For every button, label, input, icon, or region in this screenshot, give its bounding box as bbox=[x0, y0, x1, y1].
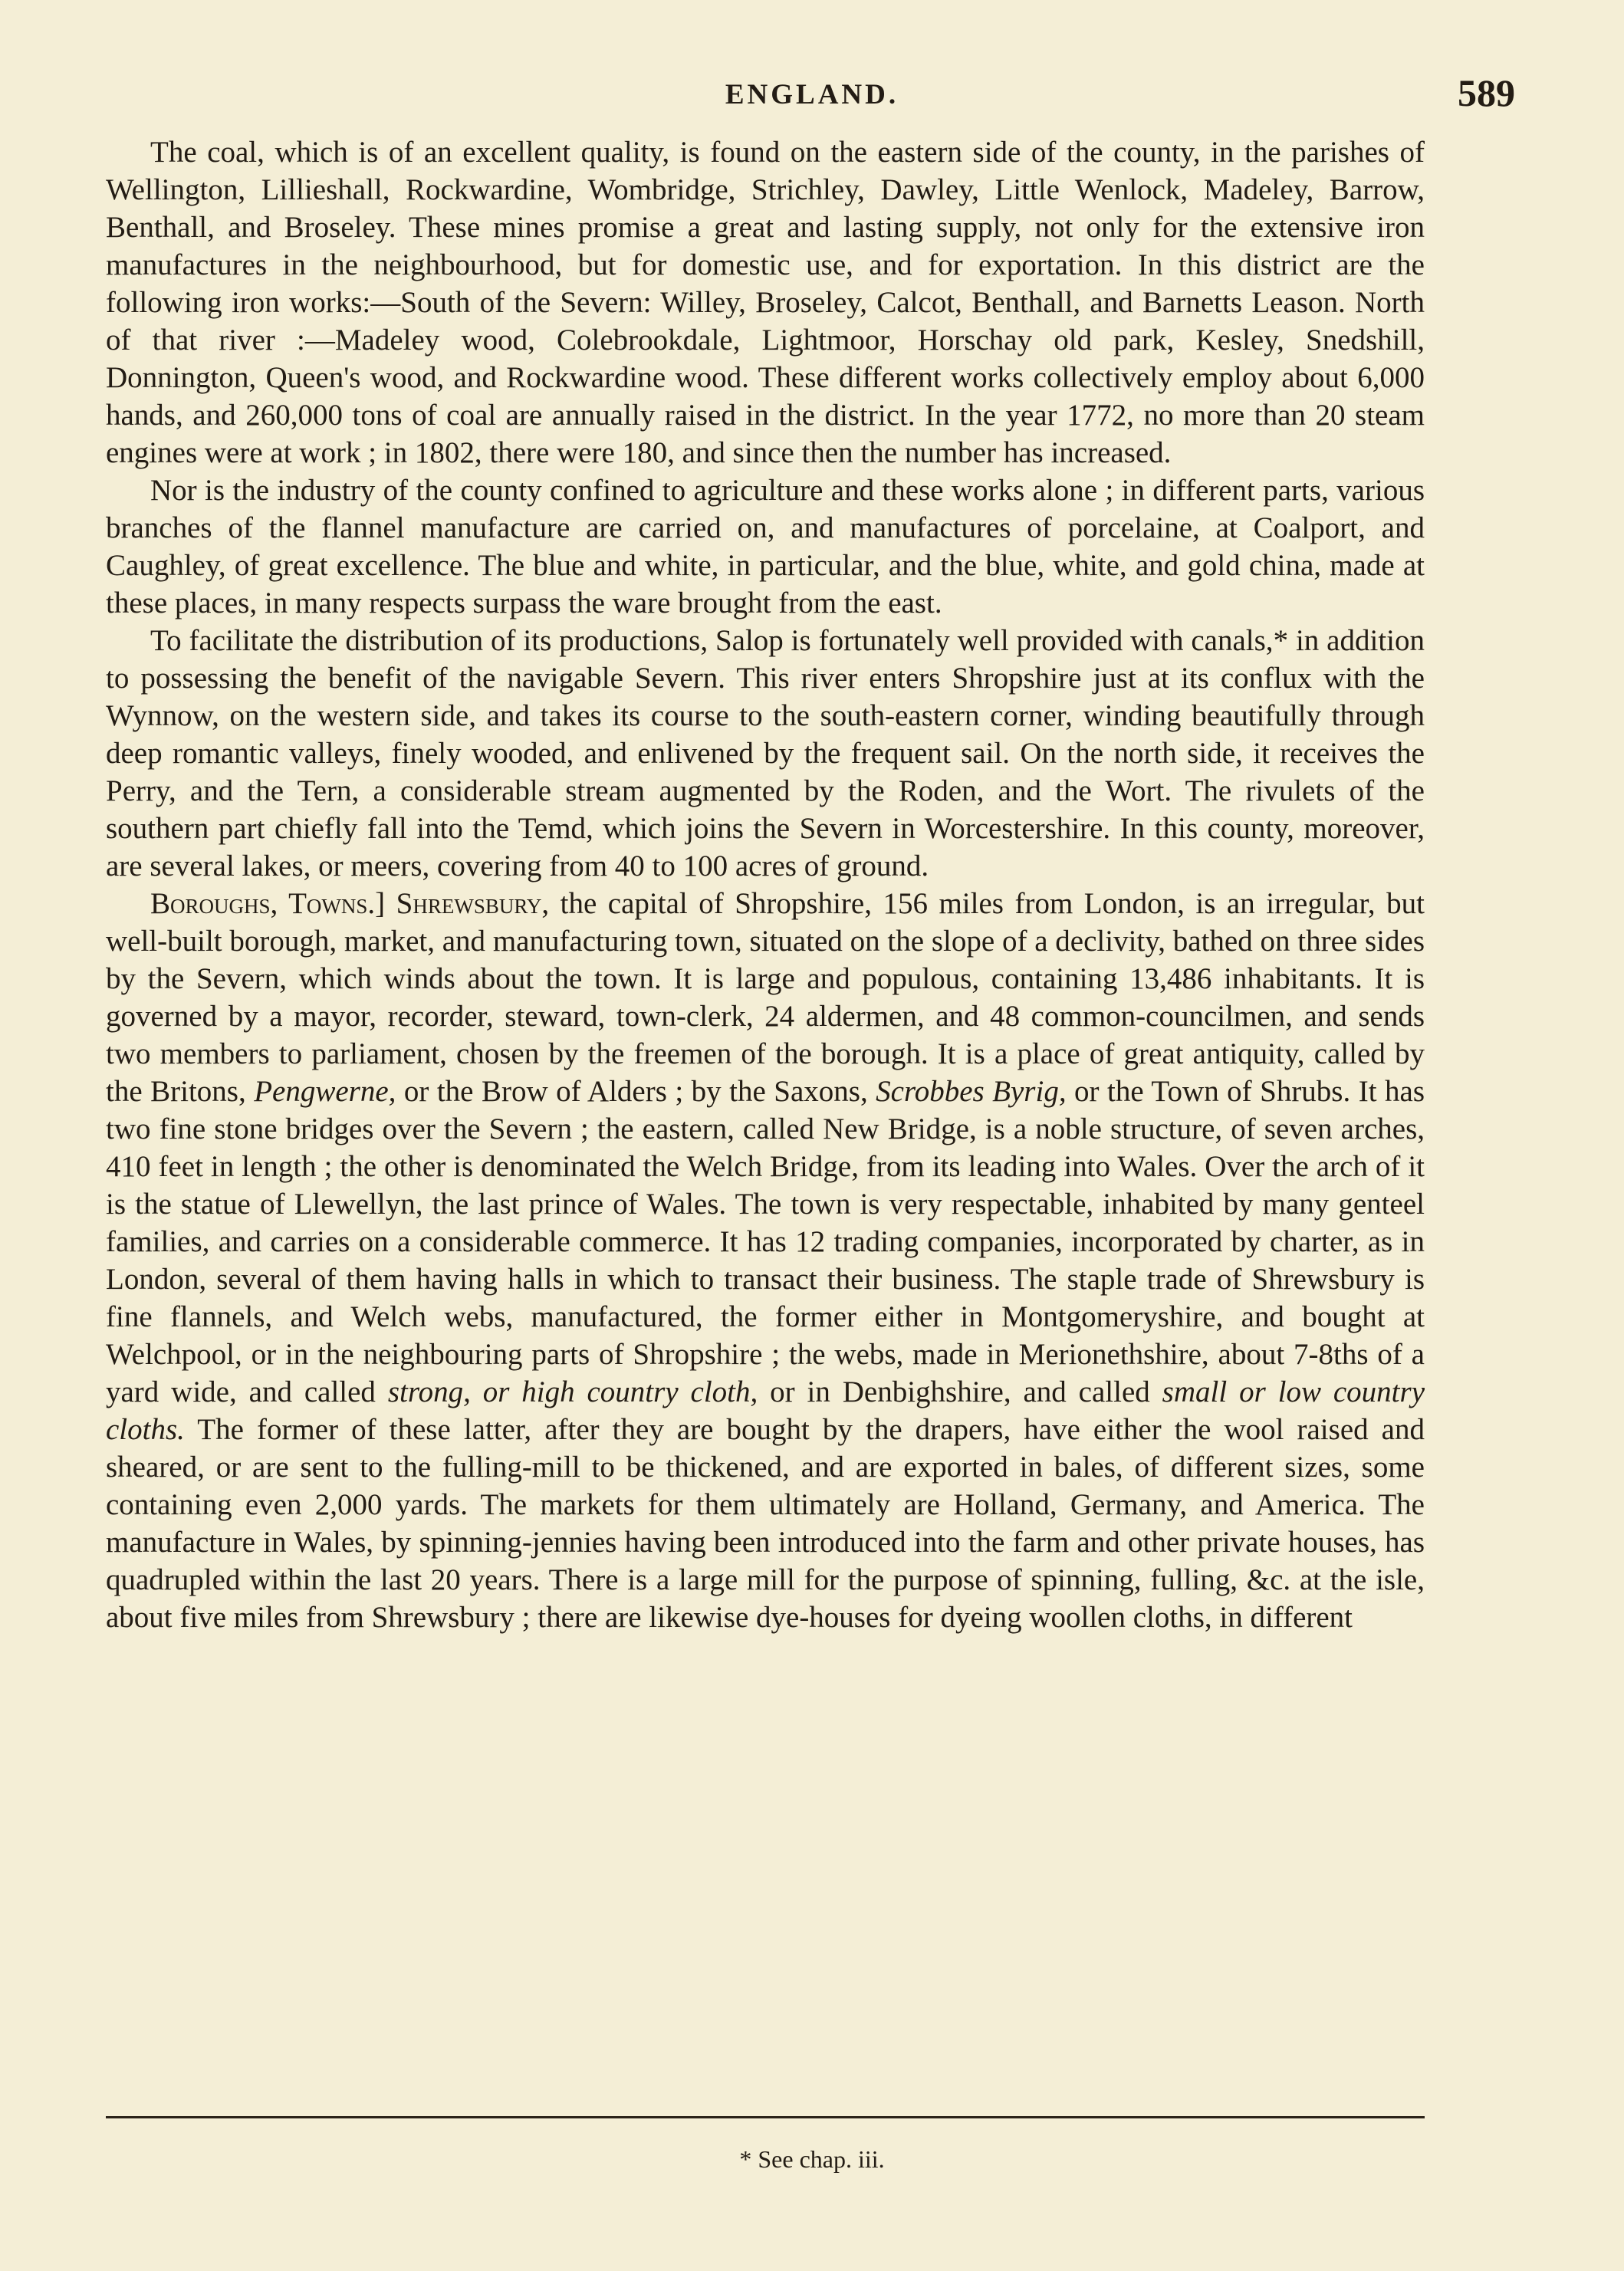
italic-term: Pengwerne, bbox=[254, 1075, 396, 1108]
page-number: 589 bbox=[1458, 71, 1515, 114]
italic-term: Scrobbes Byrig, bbox=[876, 1075, 1067, 1108]
body-text bbox=[106, 133, 1425, 1636]
paragraph-text-part: or the Brow of Alders ; by the Saxons, bbox=[396, 1075, 876, 1108]
italic-term: strong, or high country cloth, bbox=[387, 1375, 758, 1408]
footnote-rule bbox=[106, 2116, 1425, 2118]
paragraph-text-part: the capital of Shropshire, 156 miles from London, is an irregular, but well-built borough, market, and manufacturing town, situated on the slope of a declivity, bathed on three sides by the Severn, which winds about the town. It is large and populous, containing 13,486 inhabitants. It is governed by a mayor, recorder, steward, town-clerk, 24 aldermen, and 48 common-councilmen, and sends two members to parliament, chosen by the freemen of the borough. It is a place of great antiquity, called by the Britons, bbox=[106, 887, 1425, 1108]
paragraph-flannel-and-porcelain: Nor is the industry of the county confined to agriculture and these works alone ; in different parts, various branches of the flannel manufacture are carried on, and manufactures of porcelaine, at Coalport, and Caughley, of great excellence. The blue and white, in particular, and the blue, white, and gold china, made at these places, in many respects surpass the ware brought from the east. bbox=[106, 474, 1425, 620]
footnote-marker: * bbox=[1273, 624, 1289, 657]
paragraph-shrewsbury bbox=[106, 885, 1425, 1636]
paragraph-canals-and-rivers bbox=[106, 622, 1425, 885]
paragraph-text-part: or the Town of Shrubs. It has two fine stone bridges over the Severn ; the eastern, called New Bridge, is a noble structure, of seven arches, 410 feet in length ; the other is denominated the Welch Bridge, from its leading into Wales. Over the arch of it is the statue of Llewellyn, the last prince of Wales. The town is very respectable, inhabited by many genteel families, and carries on a considerable commerce. It has 12 trading companies, incorporated by charter, as in London, several of them having halls in which to transact their business. The staple trade of Shrewsbury is fine flannels, and Welch webs, manufactured, the former either in Montgomeryshire, and bought at Welchpool, or in the neighbouring parts of Shropshire ; the webs, made in Merionethshire, about 7-8ths of a yard wide, and called bbox=[106, 1075, 1425, 1408]
town-name: Shrewsbury, bbox=[396, 887, 550, 920]
italic-term: small or low country cloths. bbox=[106, 1375, 1425, 1446]
paragraph-text-part: in addition to possessing the benefit of the navigable Severn. This river enters Shropshire just at its conflux with the Wynnow, on the western side, and takes its course to the south-eastern corner, winding beautifully through deep romantic valleys, finely wooded, and enlivened by the frequent sail. On the north side, it receives the Perry, and the Tern, a considerable stream augmented by the Roden, and the Wort. The rivulets of the southern part chiefly fall into the Temd, which joins the Severn in Worcestershire. In this county, moreover, are several lakes, or meers, covering from 40 to 100 acres of ground. bbox=[106, 624, 1425, 882]
paragraph-text-part: The former of these latter, after they are bought by the drapers, have either the wool raised and sheared, or are sent to the fulling-mill to be thickened, and are exported in bales, of different sizes, some containing even 2,000 yards. The markets for them ultimately are Holland, Germany, and America. The manufacture in Wales, by spinning-jennies having been introduced into the farm and other private houses, has quadrupled within the last 20 years. There is a large mill for the purpose of spinning, fulling, &c. at the isle, about five miles from Shrewsbury ; there are likewise dye-houses for dyeing woollen cloths, in different bbox=[106, 1413, 1425, 1634]
footnote: * See chap. iii. bbox=[739, 2145, 885, 2173]
section-sidenote: Boroughs, Towns.] bbox=[150, 887, 386, 920]
paragraph-text-part: or in Denbighshire, and called bbox=[758, 1375, 1162, 1408]
paragraph-coal-and-iron-works: The coal, which is of an excellent quality, is found on the eastern side of the county, in the parishes of Wellington, Lillieshall, Rockwardine, Wombridge, Strichley, Dawley, Little Wenlock, Madeley, Barrow, Benthall, and Broseley. These mines promise a great and lasting supply, not only for the extensive iron manufactures in the neighbourhood, but for domestic use, and for exportation. In this district are the following iron works:—South of the Severn: Willey, Broseley, Calcot, Benthall, and Barnetts Leason. North of that river :—Madeley wood, Colebrookdale, Lightmoor, Horschay old park, Kesley, Snedshill, Donnington, Queen's wood, and Rockwardine wood. These different works collectively employ about 6,000 hands, and 260,000 tons of coal are annually raised in the district. In the year 1772, no more than 20 steam engines were at work ; in 1802, there were 180, and since then the number has increased. bbox=[106, 136, 1425, 469]
running-head: ENGLAND. bbox=[725, 79, 899, 110]
page-header bbox=[100, 71, 1524, 117]
paragraph-text-part: To facilitate the distribution of its productions, Salop is fortunately well provided with canals, bbox=[150, 624, 1274, 657]
